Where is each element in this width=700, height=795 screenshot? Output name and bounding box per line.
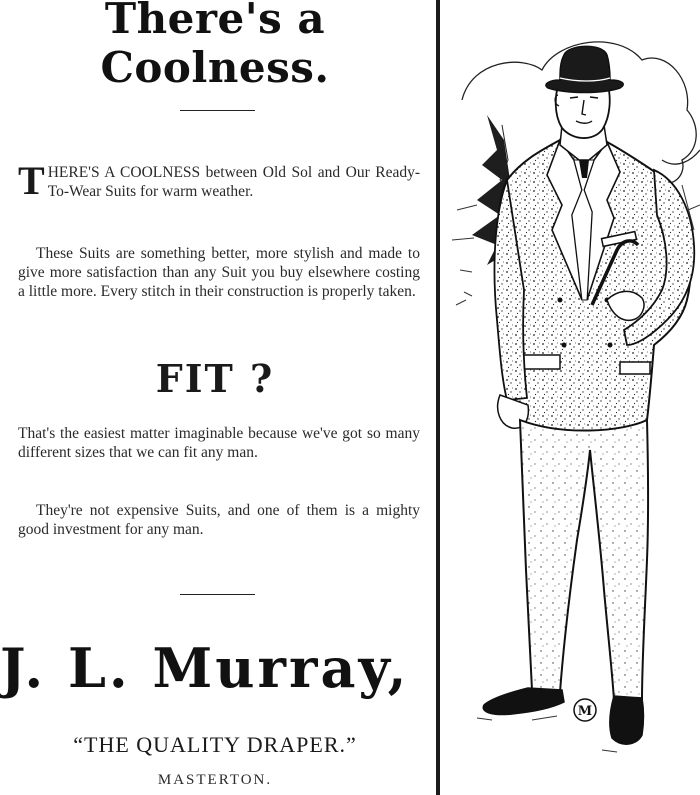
brand-tagline: “THE QUALITY DRAPER.”	[73, 732, 357, 757]
intro-paragraph-text: HERE'S A COOLNESS between Old Sol and Our Ready-To-Wear Suits for warm weather.	[47, 164, 420, 200]
left-shoe	[483, 688, 564, 715]
column-divider	[436, 0, 440, 795]
quality-paragraph: These Suits are something better, more stylish and made to give more satisfaction than any Suit you buy elsewhere costing a little more. Every stitch in their construction is properly taken.	[18, 245, 420, 300]
brand-name: J. L. Murray,	[0, 636, 410, 700]
top-rule	[180, 110, 255, 111]
suit-trousers	[520, 420, 648, 700]
brand-town: MASTERTON.	[157, 772, 273, 788]
right-shoe	[610, 696, 644, 744]
monogram-letter: M	[577, 704, 593, 719]
gentleman-illustration	[442, 0, 700, 795]
drop-cap: T	[18, 158, 45, 203]
investment-paragraph: They're not expensive Suits, and one of them is a mighty good investment for any man.	[18, 502, 420, 538]
fit-paragraph: That's the easiest matter imaginable because we've got so many different sizes that we can fit any man.	[18, 425, 420, 461]
ground-strokes	[477, 716, 617, 752]
intro-paragraph	[18, 158, 420, 203]
artist-monogram	[574, 699, 596, 721]
bottom-rule	[180, 594, 255, 595]
fit-heading: FIT ?	[155, 356, 275, 401]
headline: There's a Coolness.	[100, 0, 330, 92]
